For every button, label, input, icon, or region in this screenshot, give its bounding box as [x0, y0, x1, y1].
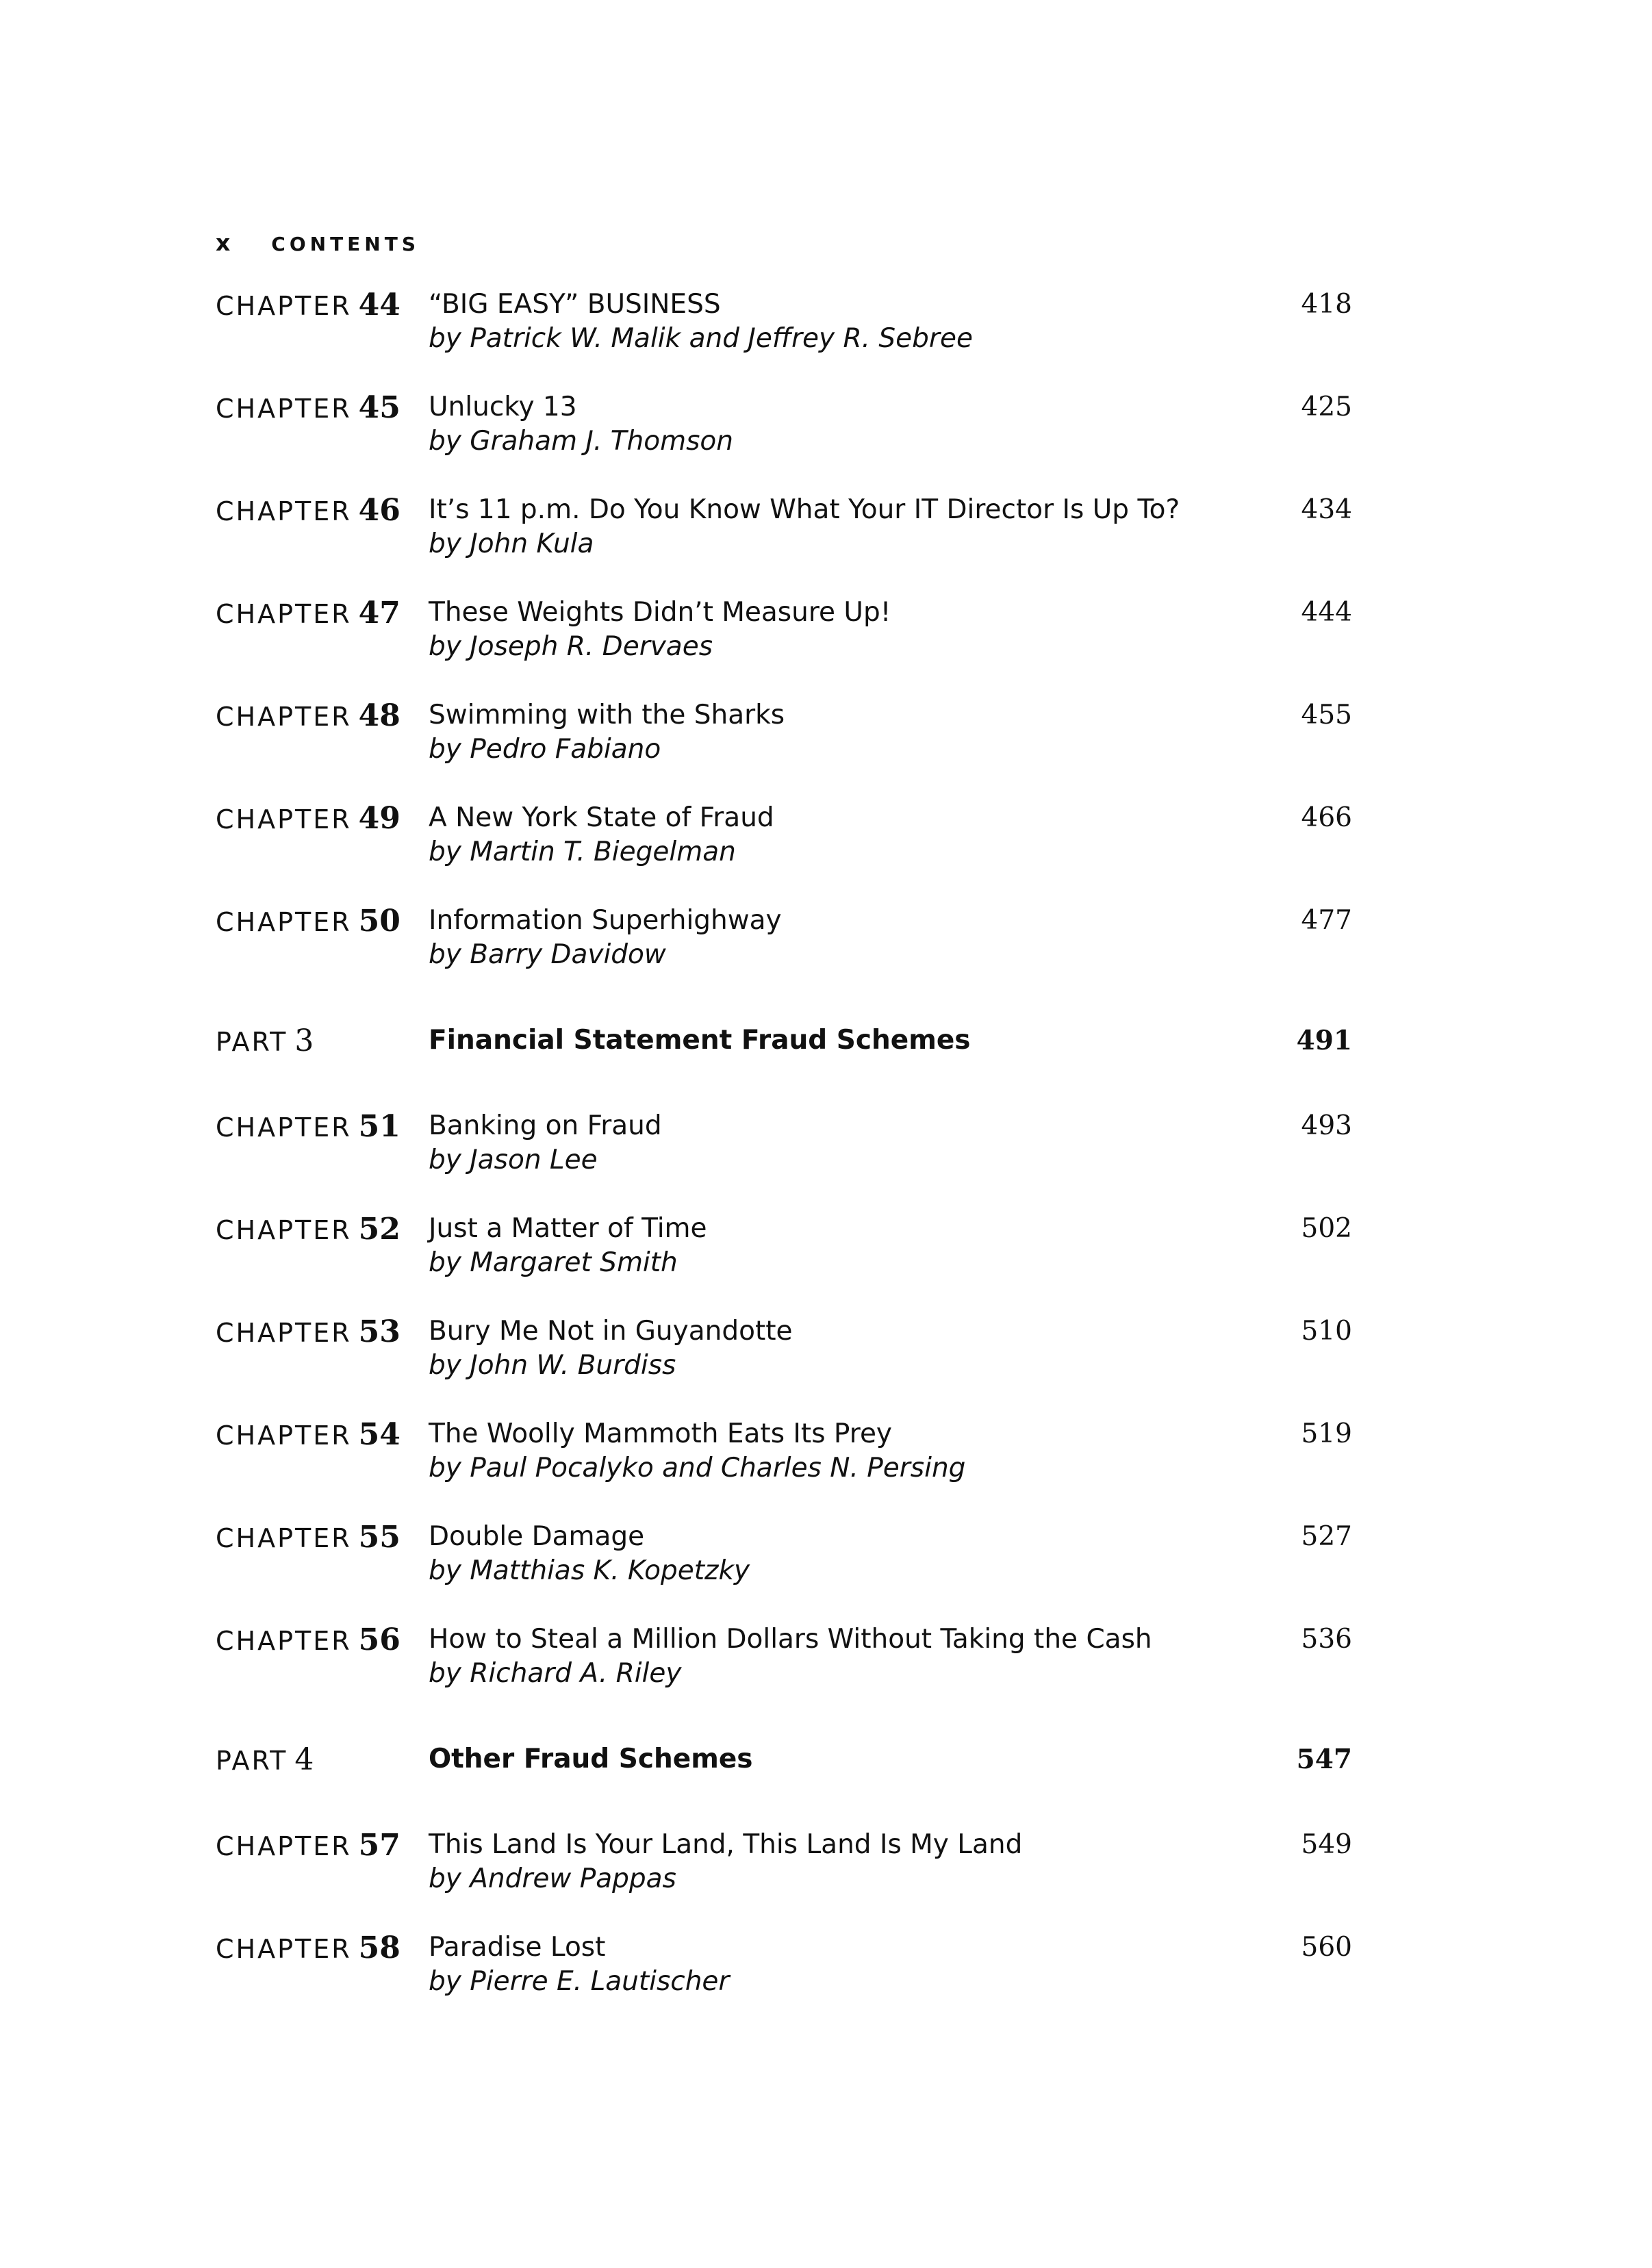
toc-entry-title: “BIG EASY” BUSINESS — [429, 289, 721, 320]
running-head — [216, 229, 420, 256]
toc-entry-page-number: 425 — [1301, 392, 1352, 422]
toc-entry-author: by Paul Pocalyko and Charles N. Persing — [429, 1453, 966, 1483]
toc-entry-label: CHAPTER 44 — [216, 288, 401, 322]
toc-entry-author: by Pierre E. Lautischer — [429, 1966, 730, 1997]
toc-entry-label: CHAPTER 46 — [216, 493, 401, 528]
toc-entry-title: This Land Is Your Land, This Land Is My Land — [429, 1829, 1023, 1860]
toc-entry-label: CHAPTER 52 — [216, 1212, 401, 1247]
toc-entry-number: 55 — [358, 1520, 401, 1555]
toc-entry-label: CHAPTER 56 — [216, 1622, 401, 1657]
toc-entry-label: CHAPTER 48 — [216, 698, 401, 733]
toc-entry-title: The Woolly Mammoth Eats Its Prey — [429, 1418, 893, 1449]
toc-entry-title: A New York State of Fraud — [429, 802, 774, 833]
toc-entry-page-number: 527 — [1301, 1521, 1352, 1552]
page-folio: x — [216, 229, 231, 256]
toc-entry-author: by John W. Burdiss — [429, 1350, 676, 1381]
toc-entry-title: Bury Me Not in Guyandotte — [429, 1316, 793, 1347]
toc-entry-label: CHAPTER 49 — [216, 801, 401, 836]
toc-entry-author: by Jason Lee — [429, 1145, 598, 1175]
toc-entry-page-number: 502 — [1301, 1213, 1352, 1244]
toc-entry-title: It’s 11 p.m. Do You Know What Your IT Director Is Up To? — [429, 494, 1180, 525]
toc-entry-page-number: 519 — [1301, 1418, 1352, 1449]
running-head-section: CONTENTS — [271, 233, 420, 255]
toc-entry-number: 44 — [358, 288, 401, 322]
toc-entry-author: by Pedro Fabiano — [429, 734, 661, 765]
toc-entry-number: 58 — [358, 1931, 401, 1965]
toc-entry-author: by Richard A. Riley — [429, 1658, 682, 1689]
toc-entry-author: by Martin T. Biegelman — [429, 837, 736, 867]
toc-entry-number: 50 — [358, 904, 401, 939]
toc-entry-label: CHAPTER 58 — [216, 1931, 401, 1965]
toc-entry-label: CHAPTER 57 — [216, 1828, 401, 1863]
toc-entry-page-number: 560 — [1301, 1932, 1352, 1963]
toc-entry-number: 54 — [358, 1417, 401, 1452]
toc-entry-label: CHAPTER 47 — [216, 596, 401, 630]
toc-entry-title: Swimming with the Sharks — [429, 700, 785, 730]
toc-entry-author: by Patrick W. Malik and Jeffrey R. Sebree — [429, 323, 973, 354]
toc-entry-number: 48 — [358, 698, 401, 733]
toc-entry-author: by Margaret Smith — [429, 1247, 678, 1278]
toc-entry-title: These Weights Didn’t Measure Up! — [429, 597, 891, 628]
toc-entry-number: 56 — [358, 1622, 401, 1657]
toc-entry-title: How to Steal a Million Dollars Without Taking the Cash — [429, 1624, 1152, 1655]
toc-entry-author: by John Kula — [429, 528, 594, 559]
toc-entry-author: by Barry Davidow — [429, 939, 666, 970]
toc-entry-title: Paradise Lost — [429, 1932, 606, 1963]
toc-entry-page-number: 455 — [1301, 700, 1352, 730]
toc-entry-title: Banking on Fraud — [429, 1110, 662, 1141]
toc-entry-label: CHAPTER 55 — [216, 1520, 401, 1555]
toc-entry-label: CHAPTER 51 — [216, 1109, 401, 1144]
toc-entry-page-number: 493 — [1301, 1110, 1352, 1141]
toc-entry-page-number: 477 — [1301, 905, 1352, 936]
toc-entry-author: by Joseph R. Dervaes — [429, 631, 713, 662]
toc-entry-page-number: 444 — [1301, 597, 1352, 628]
toc-entry-number: 46 — [358, 493, 401, 528]
toc-entry-label: CHAPTER 50 — [216, 904, 401, 939]
toc-entry-number: 51 — [358, 1109, 401, 1144]
toc-entry-page-number: 547 — [1296, 1744, 1352, 1775]
toc-entry-number: 57 — [358, 1828, 401, 1863]
toc-part-title: Other Fraud Schemes — [429, 1744, 753, 1774]
toc-entry-page-number: 418 — [1301, 289, 1352, 320]
toc-entry-number: 49 — [358, 801, 401, 836]
toc-entry-page-number: 549 — [1301, 1829, 1352, 1860]
toc-entry-title: Information Superhighway — [429, 905, 782, 936]
toc-entry-number: 3 — [294, 1023, 314, 1058]
toc-entry-page-number: 510 — [1301, 1316, 1352, 1347]
toc-entry-label: CHAPTER 54 — [216, 1417, 401, 1452]
toc-entry-page-number: 466 — [1301, 802, 1352, 833]
toc-entry-author: by Matthias K. Kopetzky — [429, 1555, 750, 1586]
toc-entry-author: by Andrew Pappas — [429, 1863, 676, 1894]
toc-entry-label: PART 3 — [216, 1023, 314, 1058]
toc-entry-author: by Graham J. Thomson — [429, 426, 733, 457]
toc-entry-number: 45 — [358, 390, 401, 425]
toc-entry-label: CHAPTER 45 — [216, 390, 401, 425]
toc-entry-number: 4 — [294, 1742, 314, 1777]
toc-entry-page-number: 491 — [1296, 1025, 1352, 1056]
toc-part-title: Financial Statement Fraud Schemes — [429, 1025, 971, 1056]
toc-entry-number: 53 — [358, 1314, 401, 1349]
toc-entry-page-number: 536 — [1301, 1624, 1352, 1655]
toc-entry-number: 47 — [358, 596, 401, 630]
toc-entry-page-number: 434 — [1301, 494, 1352, 525]
toc-entry-title: Double Damage — [429, 1521, 645, 1552]
toc-entry-number: 52 — [358, 1212, 401, 1247]
toc-entry-label: CHAPTER 53 — [216, 1314, 401, 1349]
toc-entry-title: Just a Matter of Time — [429, 1213, 707, 1244]
toc-entry-label: PART 4 — [216, 1742, 314, 1777]
toc-entry-title: Unlucky 13 — [429, 392, 577, 422]
